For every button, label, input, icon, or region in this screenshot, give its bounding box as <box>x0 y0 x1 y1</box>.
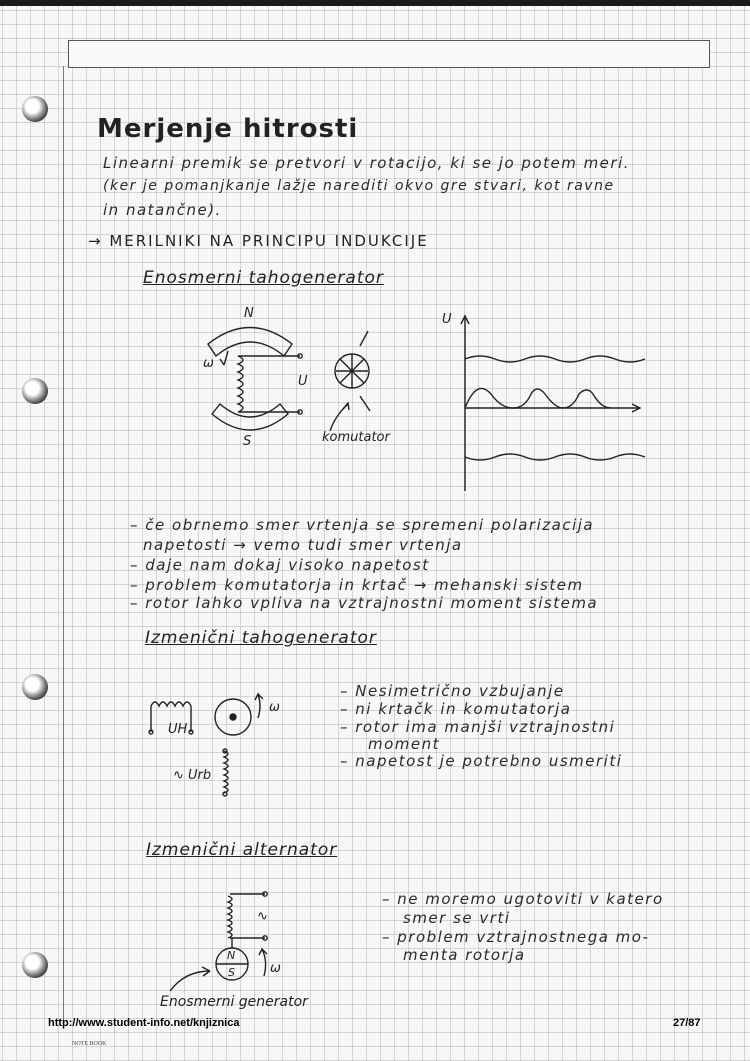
note-line: – rotor lahko vpliva na vztrajnostni moment sistema <box>130 594 599 612</box>
graph-lower-curve <box>465 454 645 460</box>
rotation-arrow-icon <box>220 351 228 365</box>
footer-url: http://www.student-info.net/knjiznica <box>48 1017 240 1029</box>
note-line: menta rotorja <box>403 946 526 964</box>
note-line: – rotor ima manjši vztrajnostni <box>340 718 616 736</box>
intro-line: in natančne). <box>103 201 222 219</box>
label-komutator: komutator <box>322 430 390 445</box>
note-line: moment <box>368 735 441 753</box>
coil-icon <box>151 702 191 706</box>
note-line: napetosti → vemo tudi smer vrtenja <box>143 536 463 554</box>
label-s: S <box>228 966 235 979</box>
intro-line: (ker je pomanjkanje lažje narediti okvo gre stvari, kot ravne <box>103 178 615 194</box>
note-line: – Nesimetrično vzbujanje <box>340 682 565 700</box>
label-omega: ω <box>270 961 281 976</box>
coil-icon <box>228 896 232 938</box>
coil-icon <box>224 751 228 793</box>
intro-line: Linearni premik se pretvori v rotacijo, ki se jo potem meri. <box>103 154 631 172</box>
note-line: – problem komutatorja in krtač → mehanski sistem <box>130 576 584 594</box>
label-omega: ω <box>269 700 280 715</box>
notebook-brand: NOTE BOOK <box>72 1041 107 1047</box>
magnet-south <box>212 404 288 430</box>
graph-axis-label-u: U <box>442 312 452 327</box>
coil-icon <box>238 356 243 412</box>
notebook-page <box>0 6 750 1061</box>
graph-sine-curve <box>465 388 611 408</box>
note-line: smer se vrti <box>403 909 511 927</box>
label-n: N <box>227 949 236 962</box>
principle-heading: → MERILNIKI NA PRINCIPU INDUKCIJE <box>88 232 429 250</box>
label-omega: ω <box>203 356 214 371</box>
note-line: – ne moremo ugotoviti v katero <box>382 890 664 908</box>
note-line: – daje nam dokaj visoko napetost <box>130 556 430 574</box>
rotation-arrow-icon <box>255 694 263 718</box>
section-heading-ac-alternator: Izmenični alternator <box>146 840 338 860</box>
footer-page-number: 27/87 <box>673 1017 701 1029</box>
section-heading-ac-tachogenerator: Izmenični tahogenerator <box>145 628 377 648</box>
label-enosmerni-generator: Enosmerni generator <box>160 994 308 1010</box>
note-line: – če obrnemo smer vrtenja se spremeni polarizacija <box>130 516 595 534</box>
label-s: S <box>243 434 252 449</box>
rotation-arrow-icon <box>259 949 267 976</box>
pointer-arrow-icon <box>170 967 210 991</box>
graph-upper-curve <box>465 356 645 362</box>
note-line: – ni krtačk in komutatorja <box>340 700 572 718</box>
label-urb: ∿ Urb <box>173 768 212 783</box>
section-heading-dc-tachogenerator: Enosmerni tahogenerator <box>143 268 384 288</box>
label-tilde: ∿ <box>257 909 268 924</box>
note-line: – napetost je potrebno usmeriti <box>340 752 623 770</box>
label-u: U <box>298 374 308 389</box>
label-n: N <box>244 306 254 321</box>
label-uh: UH <box>168 722 188 737</box>
page-title: Merjenje hitrosti <box>97 114 359 144</box>
magnet-north <box>208 328 292 357</box>
note-line: – problem vztrajnostnega mo- <box>382 928 650 946</box>
